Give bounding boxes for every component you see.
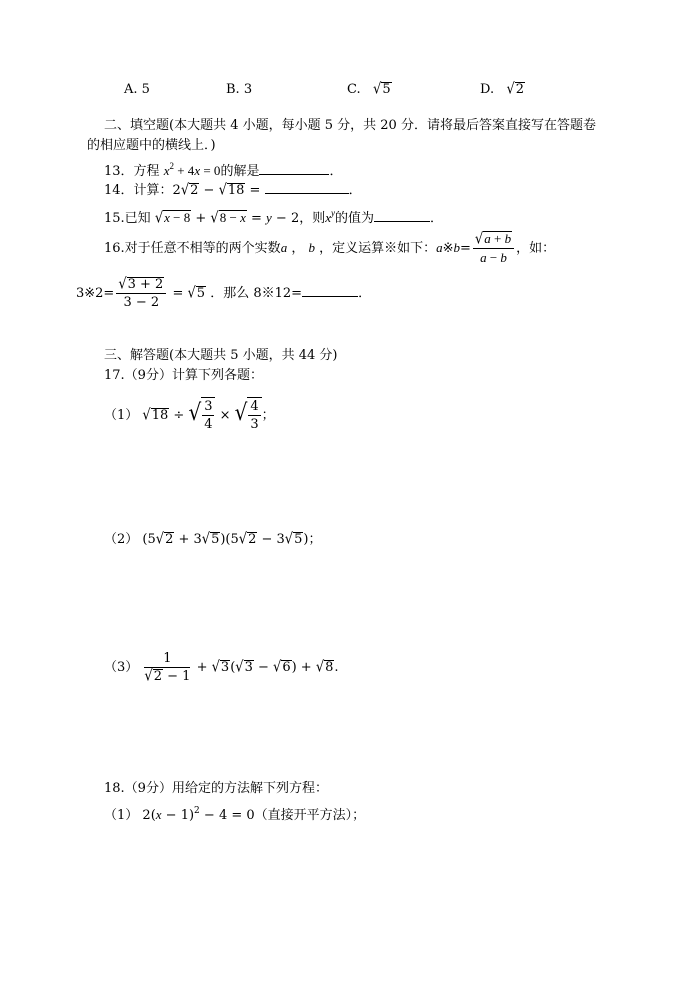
option-b-label: B. 3 [226, 82, 253, 97]
q17-part3 [104, 648, 339, 688]
section3-header [104, 348, 338, 364]
option-a [124, 82, 150, 98]
q17-part2-end: ； [308, 532, 322, 547]
question-14 [104, 181, 362, 199]
q18-title: 18.（9分）用给定的方法解下列方程： [104, 781, 328, 796]
option-d: D. √2 [480, 80, 525, 99]
option-c-radicand: 5 [382, 82, 391, 97]
q18-part1-end: ； [352, 808, 366, 823]
q15-suffix: 的值为 [335, 211, 375, 226]
q17-part2 [104, 532, 321, 548]
q18-part1-equation: $2(x - 1)^2 - 4 = 0$ [142, 806, 255, 823]
q14-answer-blank [265, 181, 349, 194]
section3-note: (本大题共 5 小题，共 44 分) [169, 348, 338, 363]
option-c: C. √5 [347, 80, 391, 99]
option-c-label: C. [347, 82, 361, 97]
question-13 [104, 158, 342, 180]
q13-end: ． [329, 164, 343, 179]
section2-note-line2: 的相应题中的横线上．) [87, 138, 216, 153]
q17-part2-expression: (5√2 + 3√5)(5√2 − 3√5) [142, 530, 309, 549]
q18-part1 [104, 803, 365, 824]
section2-note-line1: (本大题共 4 小题，每小题 5 分，共 20 分．请将最后答案直接写在答题卷 [169, 118, 596, 133]
section2-header [104, 118, 596, 134]
question-16-line1: 16.对于任意不相等的两个实数a ， b ，定义运算※如下：a※b= $\frac{√a + b}{a - b}$ ，如： [104, 230, 556, 265]
q16-line2-end: ． [358, 286, 372, 301]
q16-line1-end: ，如： [516, 241, 556, 256]
q14-end: ． [348, 183, 362, 198]
q17-part1-label: （1） [104, 408, 139, 423]
q13-suffix: 的解是 [220, 164, 260, 179]
q15-mid: ，则 [299, 211, 326, 226]
q17-title: 17.（9分）计算下列各题： [104, 368, 263, 383]
q14-expression: 2√2 − √18 = [172, 181, 265, 200]
q17-part3-end: . [334, 660, 339, 675]
option-d-label: D. [480, 82, 495, 97]
q17-part1 [104, 392, 275, 436]
q15-end: ． [430, 211, 444, 226]
q13-prefix: 13．方程 [104, 164, 160, 179]
q18-part1-label: （1） [104, 808, 139, 823]
q15-equation: √x − 8 + √8 − x = y − 2 [154, 209, 300, 228]
q17-part1-end: ； [261, 408, 275, 423]
q17-part3-expression: $\frac{1}{√2 - 1}$ + √3(√3 − √6) + √8 [144, 651, 334, 686]
q15-prefix: 15.已知 [104, 211, 151, 226]
q16-example-fraction: $\frac{√3 + 2}{3 - 2}$ [116, 276, 166, 311]
option-a-label: A. 5 [124, 82, 150, 97]
section2-heading: 二、填空题 [104, 118, 170, 133]
q17-part2-label: （2） [104, 532, 139, 547]
q17-part1-expression: √18 ÷ √ $\frac{3}{4}$ × √ $\frac{4}{3}$ [142, 408, 261, 423]
question-15 [104, 205, 443, 227]
q17-part3-label: （3） [104, 660, 139, 675]
section3-heading: 三、解答题 [104, 348, 170, 363]
q16-line2-prefix: 3※2= [76, 286, 115, 301]
option-d-radicand: 2 [515, 82, 525, 97]
q13-equation: $x^2 + 4x = 0$ [163, 161, 221, 178]
q16-line1-mid: ，定义运算※如下： [319, 241, 437, 256]
question-16-line2: 3※2= $\frac{√3 + 2}{3 - 2}$ = √5 ．那么 8※12= ． [76, 275, 372, 310]
q16-answer-blank [302, 284, 358, 297]
q16-line2-mid: ．那么 8※12= [210, 286, 303, 301]
q16-definition-fraction: $\frac{√a + b}{a - b}$ [473, 231, 514, 266]
q13-answer-blank [259, 162, 329, 175]
q18-part1-note: （直接开平方法） [254, 808, 353, 823]
q14-prefix: 14．计算： [104, 183, 173, 198]
option-b [226, 82, 252, 98]
q15-power: $x^y$ [325, 208, 336, 225]
q15-answer-blank [374, 209, 430, 222]
q16-line1-prefix: 16.对于任意不相等的两个实数 [104, 241, 281, 256]
